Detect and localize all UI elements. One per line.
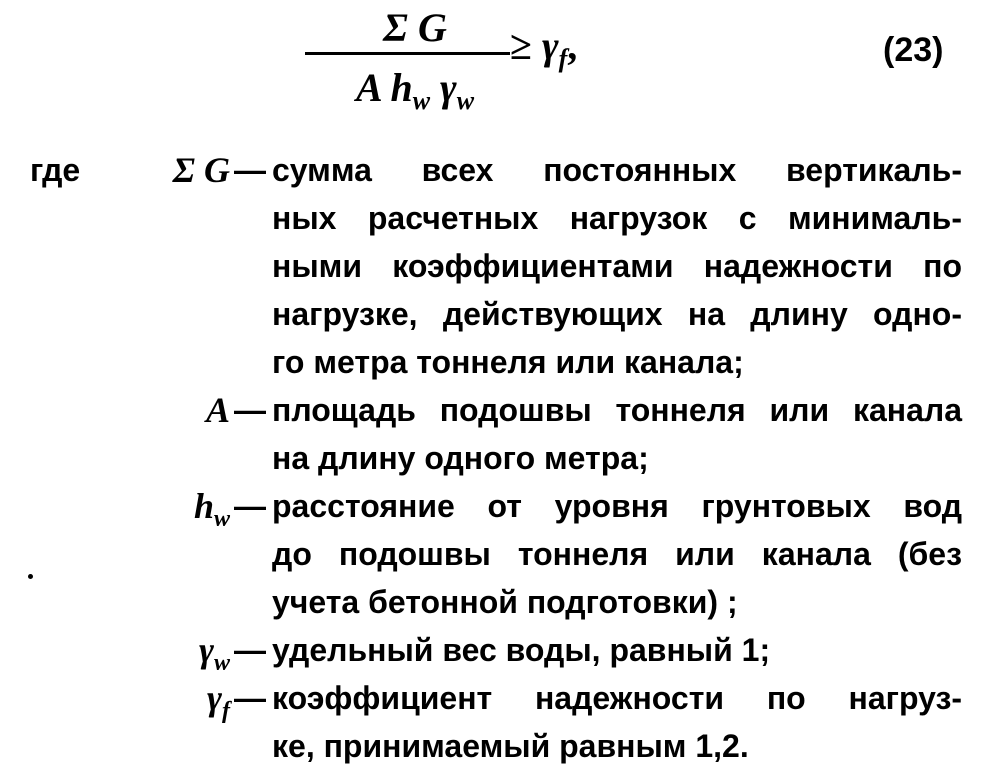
definition-line: ными коэффициентами надежности по	[272, 248, 962, 284]
fraction	[300, 0, 530, 125]
definition-dash: —	[234, 392, 266, 428]
definition-symbol: Σ G	[172, 150, 230, 190]
denominator-a: A	[355, 65, 381, 110]
definition-line: удельный вес воды, равный 1;	[272, 632, 771, 668]
formula	[300, 0, 860, 125]
rhs-gamma-sub: f	[558, 44, 568, 73]
definition-line: сумма всех постоянных вертикаль-	[272, 152, 962, 188]
definition-line: на длину одного метра;	[272, 440, 649, 476]
definition-line: до подошвы тоннеля или канала (без	[272, 536, 962, 572]
definition-text	[272, 386, 962, 482]
definition-dash: —	[234, 152, 266, 188]
definition-dash: —	[234, 488, 266, 524]
definition-text	[272, 674, 962, 770]
rhs-comma: ,	[567, 23, 578, 68]
definition-symbol: A	[205, 390, 230, 430]
definition-dash: —	[234, 632, 266, 668]
formula-numerator: Σ G	[383, 5, 447, 50]
scan-speck	[28, 574, 33, 579]
definition-line: учета бетонной подготовки) ;	[272, 584, 738, 620]
definition-dash: —	[234, 680, 266, 716]
where-label: где	[30, 152, 81, 188]
rhs-gamma: γ	[541, 23, 559, 68]
definition-line: го метра тоннеля или канала;	[272, 344, 744, 380]
definition-text	[272, 626, 962, 674]
definition-symbol: $\gamma_f$	[207, 678, 230, 724]
definition-line: ке, принимаемый равным 1,2.	[272, 728, 749, 764]
definition-line: расстояние от уровня грунтовых вод	[272, 488, 962, 524]
definition-text	[272, 482, 962, 626]
definition-symbol: $h_w$	[193, 486, 230, 532]
definition-symbol: $\gamma_w$	[199, 630, 230, 676]
relation-sign: ≥	[510, 23, 532, 68]
formula-rhs	[510, 22, 577, 83]
definition-line: ных расчетных нагрузок с минималь-	[272, 200, 962, 236]
fraction-line	[305, 52, 510, 55]
denominator-h: $h_w$	[390, 65, 431, 115]
definition-line: нагрузке, действующих на длину одно-	[272, 296, 962, 332]
definition-text	[272, 146, 962, 386]
definition-line: коэффициент надежности по нагруз-	[272, 680, 962, 716]
denominator-gamma: $\gamma_w$	[440, 65, 475, 115]
formula-denominator	[300, 64, 530, 125]
definition-line: площадь подошвы тоннеля или канала	[272, 392, 962, 428]
equation-number: (23)	[883, 31, 944, 69]
